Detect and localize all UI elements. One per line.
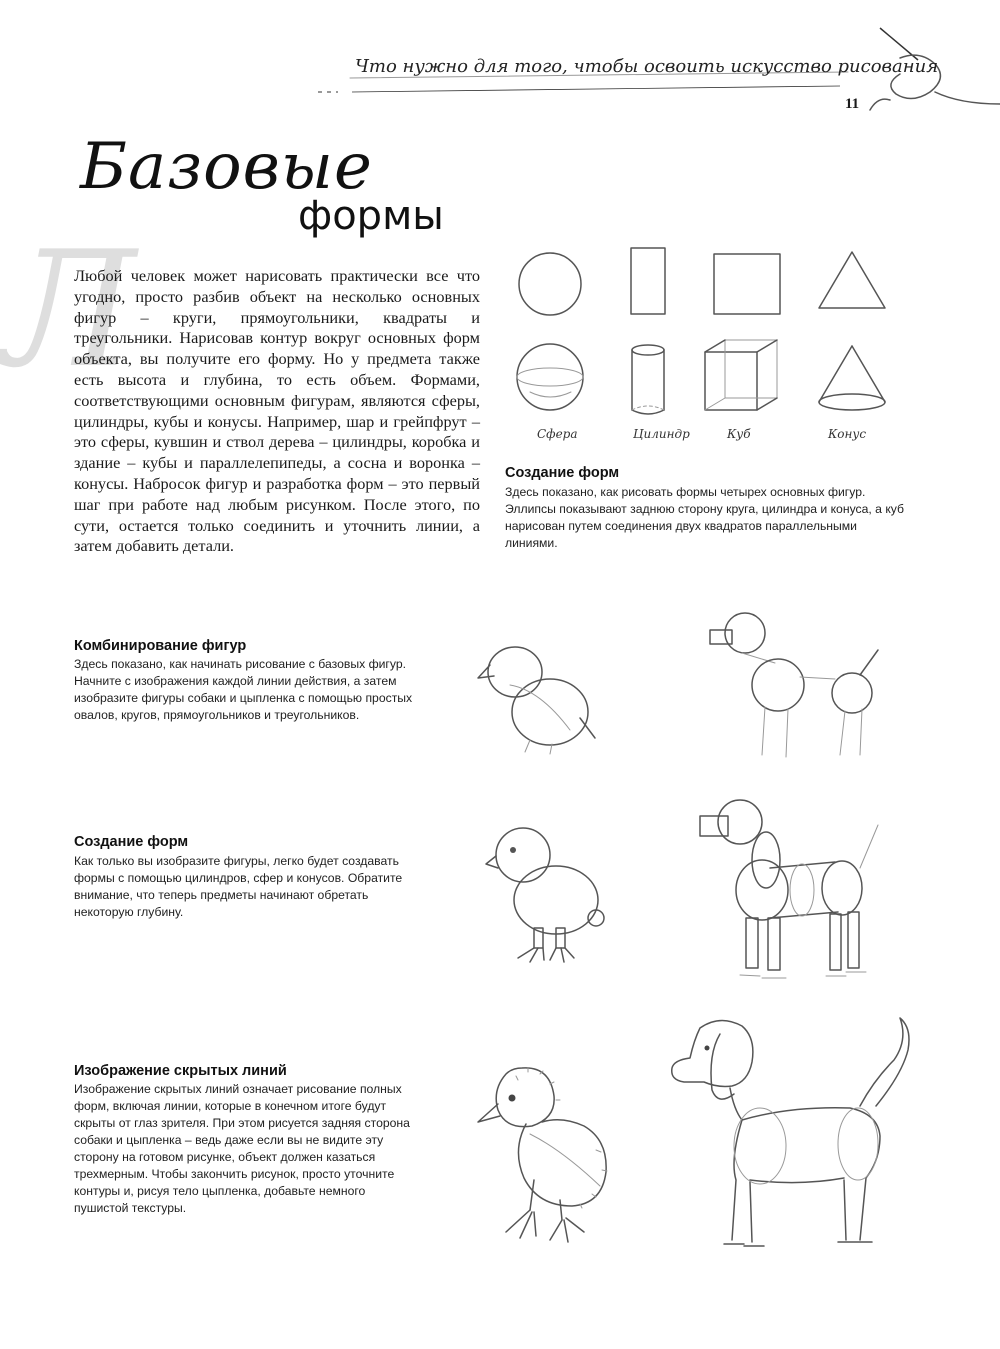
label-cylinder: Цилиндр: [633, 427, 690, 441]
label-cone: Конус: [828, 427, 867, 441]
rectangle-shape: [631, 248, 665, 314]
creating-forms-text: Как только вы изобразите фигуры, легко будет создавать формы с помощью цилиндров, сфер и конусов. Обратите внимание, что теперь предметы начинают обретать некоторую глубину.: [74, 854, 403, 919]
creating-shapes-heading: Создание форм: [505, 465, 620, 481]
intro-paragraph: Любой человек может нарисовать практически все что угодно, просто разбив объект на несколько основных фигур – круги, прямоугольники, квадраты и треугольники. Нарисовав контур вокруг основных форм объекта, вы получите его форму. Но у предмета также есть высота и глубина, то есть объем. Формами, соответствующими основным фигурам, являются сферы, цилиндры, кубы и конусы. Например, шар и грейпфрут – это сферы, кувшин и ствол дерева – цилиндры, коробка и здание – кубы и параллелепипеды, а сосна и воронка – конусы. Набросок фигур и разработка форм – это первый шаг при работе над любым рисунком. После этого, по сути, остается только соединить и уточнить линии, а затем добавить детали.: [74, 266, 480, 556]
cone-shape: [819, 346, 885, 410]
sphere-shape: [517, 344, 583, 410]
basic-shapes-illustration: [505, 242, 905, 432]
page-subtitle: формы: [298, 193, 444, 239]
page-title: Базовые: [80, 130, 373, 204]
chick-sketch-stage1: [470, 630, 610, 760]
hidden-lines-heading: Изображение скрытых линий: [74, 1063, 287, 1079]
dog-sketch-stage1: [700, 605, 890, 765]
combining-text: Здесь показано, как начинать рисование с базовых фигур. Начните с изображения каждой линии действия, а затем изобразите фигуры собаки и цыпленка с помощью простых овалов, кругов, прямоугольников и треугольников.: [74, 657, 413, 722]
cylinder-shape: [632, 345, 664, 414]
hidden-lines-text: Изображение скрытых линий означает рисование полных форм, включая линии, которые в конечном итоге будут скрыты от глаз зрителя. При этом рисуется задняя сторона собаки и цыпленка – ведь даже если вы не видите эту сторону на готовом рисунке, объект должен казаться трехмерным. Чтобы закончить рисунок, просто уточните контуры и, рисуя тело цыпленка, добавьте немного пушистой текстуры.: [74, 1082, 410, 1215]
chick-sketch-stage2: [478, 820, 618, 970]
square-shape: [714, 254, 780, 314]
dropcap-letter: Л: [2, 216, 136, 403]
dog-sketch-final: [660, 1010, 900, 1270]
running-header: Что нужно для того, чтобы освоить искусство рисования: [355, 56, 939, 77]
cube-shape: [705, 340, 777, 410]
creating-shapes-text: Здесь показано, как рисовать формы четырех основных фигур. Эллипсы показывают заднюю сторону круга, цилиндра и конуса, а куб нарисован путем соединения двух квадратов параллельными линиями.: [505, 485, 905, 550]
creating-forms-heading: Создание форм: [74, 834, 189, 850]
circle-shape: [519, 253, 581, 315]
triangle-shape: [819, 252, 885, 308]
dog-sketch-stage2: [690, 790, 890, 1000]
page-number: 11: [845, 96, 860, 112]
label-sphere: Сфера: [537, 427, 578, 441]
combining-heading: Комбинирование фигур: [74, 638, 247, 654]
chick-sketch-final: [472, 1060, 612, 1250]
label-cube: Куб: [727, 427, 751, 441]
